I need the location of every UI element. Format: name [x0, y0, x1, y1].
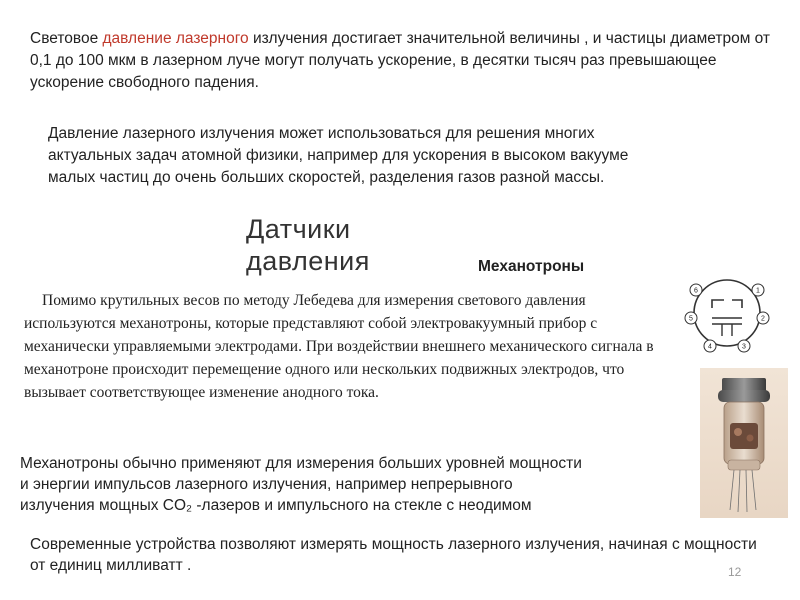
- intro-paragraph: [30, 28, 775, 94]
- intro-prefix: Световое: [30, 30, 103, 47]
- intro-suffix: излучения достигает значительной величины , и частицы диаметром от 0,1 до 100 мкм в лазерном луче могут получать ускорение, в десятки тысяч раз превышающее ускорение свободного падения.: [30, 30, 771, 91]
- pin-label-1: 1: [756, 287, 760, 295]
- mechanotron-label: Механотроны: [478, 258, 585, 275]
- usage-line-3: излучения мощных CO₂ -лазеров и импульсного на стекле с неодимом: [20, 497, 532, 514]
- applications-line-2: актуальных задач атомной физики, например для ускорения в высоком вакууме: [48, 147, 629, 164]
- pin-label-2: 2: [761, 315, 765, 323]
- intro-highlight: давление лазерного: [102, 30, 249, 47]
- usage-line-2: и энергии импульсов лазерного излучения, например непрерывного: [20, 476, 513, 493]
- section-title-line-1: Датчики: [246, 214, 351, 244]
- pin-label-3: 3: [742, 343, 746, 351]
- mechanotron-paragraph: [24, 289, 669, 404]
- mechanotron-photo: [700, 368, 788, 518]
- mechanotron-text: Помимо крутильных весов по методу Лебедева для измерения светового давления используются механотроны, которые представляют собой электровакуумный прибор с механически управляемыми электродами. При воздействии внешнего механического сигнала в механотроне происходит перемещение одного или нескольких подвижных электродов, что вызывает соответствующее изменение анодного тока.: [24, 292, 654, 401]
- usage-paragraph: [20, 453, 670, 516]
- applications-line-3: малых частиц до очень больших скоростей, разделения газов разной массы.: [48, 169, 605, 186]
- usage-line-1: Механотроны обычно применяют для измерения больших уровней мощности: [20, 455, 582, 472]
- electrode-left: [712, 300, 724, 308]
- mechanotron-schematic: [682, 268, 772, 358]
- applications-paragraph: [48, 123, 733, 189]
- pin-label-6: 6: [694, 287, 698, 295]
- electrode-right: [732, 300, 742, 308]
- section-title-line-2: давления: [246, 246, 370, 276]
- tube-collar: [718, 390, 770, 402]
- tube-electrodes: [730, 423, 758, 449]
- tube-outline: [694, 280, 760, 346]
- pin-label-5: 5: [689, 315, 693, 323]
- section-title: [246, 213, 370, 277]
- applications-line-1: Давление лазерного излучения может использоваться для решения многих: [48, 125, 595, 142]
- pin-label-4: 4: [708, 343, 712, 351]
- tube-cap: [722, 378, 766, 392]
- modern-paragraph: Современные устройства позволяют измерять мощность лазерного излучения, начиная с мощности от единиц милливатт .: [30, 536, 757, 574]
- page-number: 12: [728, 565, 742, 579]
